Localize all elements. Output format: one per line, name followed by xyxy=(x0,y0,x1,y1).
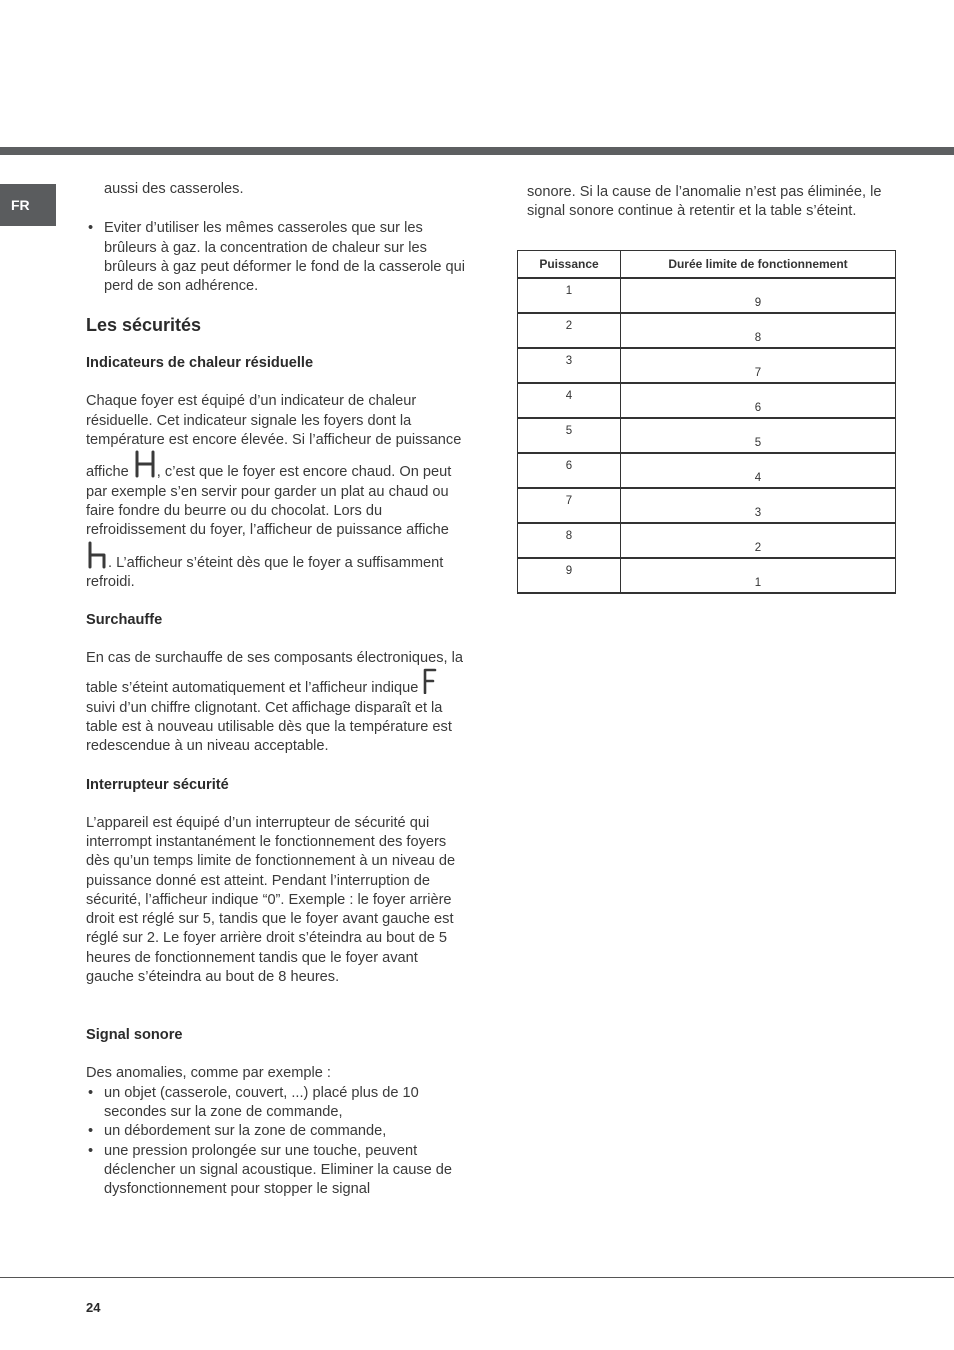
seven-segment-F-icon xyxy=(422,668,438,694)
list-item: • un débordement sur la zone de commande, xyxy=(86,1122,466,1141)
beeper-bullet-list xyxy=(86,1084,466,1200)
bottom-rule xyxy=(0,1277,954,1278)
table-row xyxy=(518,348,896,383)
language-tab: FR xyxy=(0,184,56,226)
table-row xyxy=(518,383,896,418)
residual-heat-heading: Indicateurs de chaleur résiduelle xyxy=(86,355,314,372)
duration-cell: 7 xyxy=(621,348,896,383)
table-row xyxy=(518,418,896,453)
duration-cell: 9 xyxy=(621,278,896,313)
right-column xyxy=(527,183,897,222)
overheat-text-2: suivi d’un chiffre clignotant. Cet affichage disparaît et la table est à nouveau utilisable dès que la température est redescendue à un niveau acceptable. xyxy=(86,699,452,755)
left-column xyxy=(86,180,466,1199)
overheat-text-1: En cas de surchauffe de ses composants électroniques, la table s’éteint automatiquement et l’afficheur indique xyxy=(86,650,463,697)
duration-cell: 5 xyxy=(621,418,896,453)
list-item: • une pression prolongée sur une touche, peuvent déclencher un signal acoustique. Eliminer la cause de dysfonctionnement pour stopper le signal xyxy=(86,1142,466,1200)
duration-cell: 3 xyxy=(621,488,896,523)
power-cell: 7 xyxy=(518,488,621,523)
table-row xyxy=(518,558,896,593)
power-cell: 4 xyxy=(518,383,621,418)
residual-heat-text xyxy=(86,392,466,592)
seven-segment-h-icon xyxy=(86,541,108,569)
table-row xyxy=(518,488,896,523)
overheat-heading: Surchauffe xyxy=(86,612,163,629)
table-row xyxy=(518,523,896,558)
table-row xyxy=(518,278,896,313)
list-item: • un objet (casserole, couvert, ...) placé plus de 10 secondes sur la zone de commande, xyxy=(86,1084,466,1123)
list-item: • Eviter d’utiliser les mêmes casseroles que sur les brûleurs à gaz. la concentration de chaleur sur les brûleurs à gaz peut déformer le fond de la casserole qui perd de son adhérence. xyxy=(86,219,466,296)
power-cell: 3 xyxy=(518,348,621,383)
page-number: 24 xyxy=(86,1300,101,1315)
residual-text-2: , c’est que le foyer est encore chaud. On peut par exemple s’en servir pour garder un plat au chaud ou faire fondre du beurre ou du chocolat. Lors du refroidissement du foyer, l’afficheur de puissance affiche xyxy=(86,464,452,539)
table-header-duration: Durée limite de fonctionnement xyxy=(621,251,896,279)
safety-switch-heading: Interrupteur sécurité xyxy=(86,776,229,793)
overheat-text xyxy=(86,649,466,756)
table-row xyxy=(518,313,896,348)
table-header-power: Puissance xyxy=(518,251,621,279)
power-cell: 9 xyxy=(518,558,621,593)
intro-continuation: aussi des casseroles. xyxy=(104,181,244,197)
intro-bullet-list xyxy=(86,219,466,296)
duration-cell: 2 xyxy=(621,523,896,558)
power-cell: 5 xyxy=(518,418,621,453)
seven-segment-H-icon xyxy=(133,450,157,478)
power-duration-table xyxy=(517,250,896,594)
safety-switch-text: L’appareil est équipé d’un interrupteur de sécurité qui interrompt instantanément le fonctionnement des foyers dès qu’un temps limite de fonctionnement à un niveau de puissance donné est atteint. Pendant l’interruption de sécurité, l’afficheur indique “0”. Exemple : le foyer arrière droit est réglé sur 5, tandis que le foyer avant gauche est réglé sur 2. Le foyer arrière droit s’éteindra au bout de 5 heures de fonctionnement tandis que le foyer avant gauche s’éteindra au bout de 8 heures. xyxy=(86,814,456,986)
table-row xyxy=(518,453,896,488)
section-title: Les sécurités xyxy=(86,315,202,336)
power-cell: 6 xyxy=(518,453,621,488)
duration-cell: 8 xyxy=(621,313,896,348)
beeper-intro: Des anomalies, comme par exemple : xyxy=(86,1065,331,1082)
residual-text-3: . L’afficheur s’éteint dès que le foyer a suffisamment refroidi. xyxy=(86,554,444,590)
beeper-continuation: sonore. Si la cause de l’anomalie n’est pas éliminée, le signal sonore continue à retentir et la table s’éteint. xyxy=(527,184,882,220)
table-header-row xyxy=(518,251,896,279)
duration-cell: 6 xyxy=(621,383,896,418)
power-cell: 1 xyxy=(518,278,621,313)
residual-text-1: Chaque foyer est équipé d’un indicateur de chaleur résiduelle. Cet indicateur signale les foyers dont la température est encore élevée. Si l’afficheur de puissance affiche xyxy=(86,393,462,481)
power-cell: 2 xyxy=(518,313,621,348)
duration-cell: 4 xyxy=(621,453,896,488)
beeper-heading: Signal sonore xyxy=(86,1027,183,1044)
top-rule xyxy=(0,147,954,155)
duration-cell: 1 xyxy=(621,558,896,593)
power-cell: 8 xyxy=(518,523,621,558)
